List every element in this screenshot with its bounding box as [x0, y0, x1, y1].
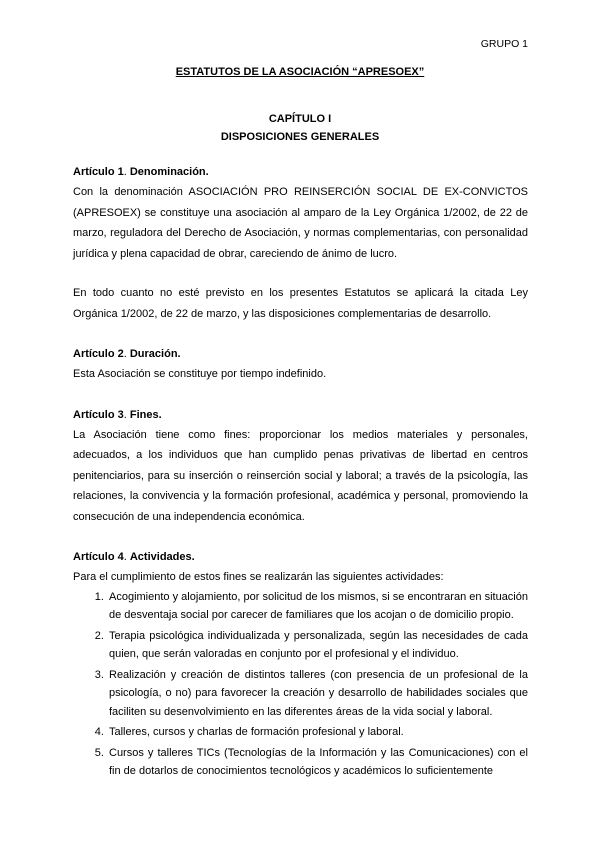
article-3 [73, 405, 528, 528]
activities-list [73, 588, 528, 781]
article-paragraph: En todo cuanto no esté previsto en los presentes Estatutos se aplicará la citada Ley Orgánica 1/2002, de 22 de marzo, y las disposiciones complementarias de desarrollo. [73, 287, 528, 320]
article-name: Fines. [129, 408, 162, 421]
article-name: Denominación. [129, 166, 209, 178]
group-label: GRUPO 1 [480, 38, 528, 50]
article-intro: Para el cumplimiento de estos fines se realizarán las siguientes actividades: [73, 571, 444, 583]
article-paragraph: Esta Asociación se constituye por tiempo indefinido. [73, 368, 327, 380]
article-paragraph: La Asociación tiene como fines: proporcionar los medios materiales y personales, adecuados, a los individuos que han cumplido penas privativas de libertad en centros penitenciarios, para su inserción o reinserción social y laboral; a través de la psicología, las relaciones, la convivencia y la formación profesional, académica y personal, promoviendo la consecución de una independencia económica. [73, 428, 528, 523]
article-number: Artículo 3 [73, 408, 124, 421]
document-title: ESTATUTOS DE LA ASOCIACIÓN “APRESOEX” [175, 66, 425, 78]
article-2 [73, 344, 528, 385]
article-heading: Artículo 1. Denominación. [73, 166, 209, 178]
list-item: 1. Acogimiento y alojamiento, por solicitud de los mismos, si se encontraran en situación de desventaja social por carecer de familiares que los acojan o de domicilio propio. [107, 588, 528, 625]
document-body [73, 162, 528, 783]
article-heading: Artículo 4. Actividades. [73, 551, 195, 563]
article-name: Actividades. [129, 551, 195, 563]
article-number: Artículo 2 [73, 348, 124, 360]
list-item: 4. Talleres, cursos y charlas de formación profesional y laboral. [107, 723, 528, 742]
chapter-heading [0, 110, 600, 146]
chapter-number: CAPÍTULO I [268, 113, 332, 125]
article-number: Artículo 4 [73, 551, 124, 563]
article-4 [73, 547, 528, 781]
list-item: 5. Cursos y talleres TICs (Tecnologías de la Información y las Comunicaciones) con el fin de dotarlos de conocimientos tecnológicos y académicos lo suficientemente [107, 744, 528, 781]
article-name: Duración. [129, 348, 181, 360]
chapter-subtitle: DISPOSICIONES GENERALES [220, 131, 380, 143]
list-item: 2. Terapia psicológica individualizada y personalizada, según las necesidades de cada quien, que serán valoradas en conjunto por el profesional y el individuo. [107, 627, 528, 664]
article-heading: Artículo 3. Fines. [73, 408, 162, 421]
article-1 [73, 162, 528, 324]
article-paragraph: Con la denominación ASOCIACIÓN PRO REINSERCIÓN SOCIAL DE EX-CONVICTOS (APRESOEX) se constituye una asociación al amparo de la Ley Orgánica 1/2002, de 22 de marzo, reguladora del Derecho de Asociación, y normas complementarias, con personalidad jurídica y plena capacidad de obrar, careciendo de ánimo de lucro. [73, 186, 528, 260]
article-number: Artículo 1 [73, 166, 124, 178]
list-item: 3. Realización y creación de distintos talleres (con presencia de un profesional de la psicología, o no) para favorecer la creación y desarrollo de habilidades sociales que faciliten su desenvolvimiento en las diferentes áreas de la vida social y laboral. [107, 666, 528, 722]
article-heading: Artículo 2. Duración. [73, 348, 181, 360]
